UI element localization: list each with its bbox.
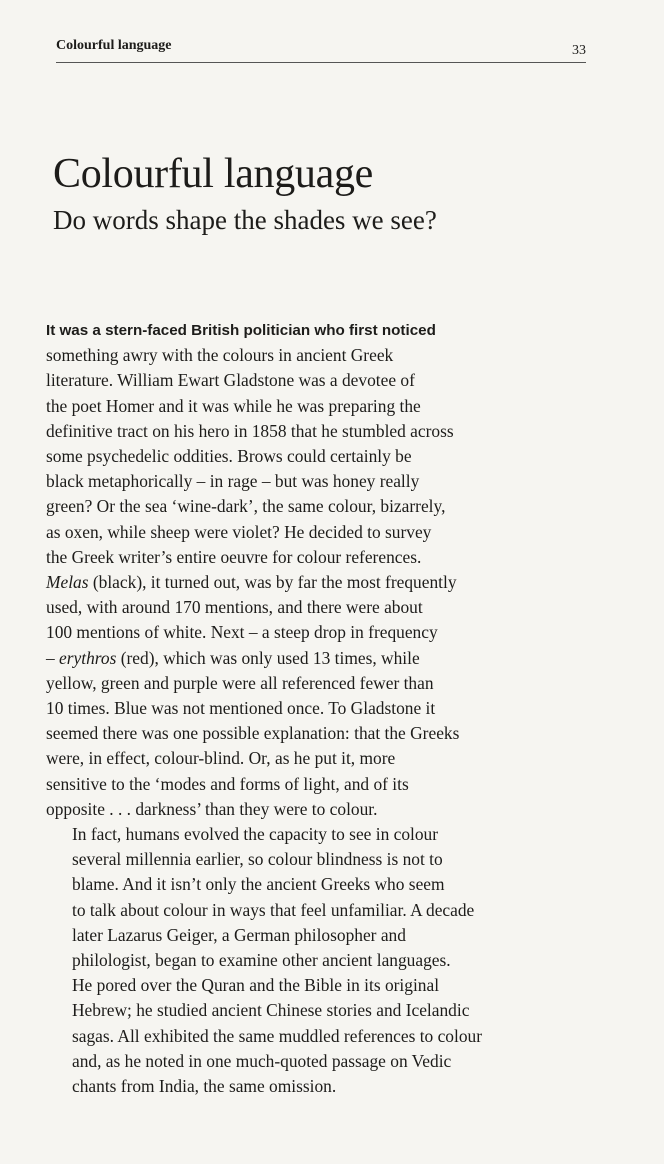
text-line: 100 mentions of white. Next – a steep drop in frequency — [46, 622, 438, 643]
text-line — [46, 570, 516, 595]
text-line: 10 times. Blue was not mentioned once. To Gladstone it — [46, 698, 436, 719]
text-line: definitive tract on his hero in 1858 that he stumbled across — [46, 420, 454, 441]
text-line: In fact, humans evolved the capacity to see in colour — [72, 824, 439, 845]
text-line: seemed there was one possible explanation: that the Greeks — [46, 723, 460, 744]
text-line: to talk about colour in ways that feel unfamiliar. A decade — [72, 899, 475, 920]
text-line: opposite . . . darkness’ than they were to colour. — [46, 798, 378, 819]
text-line: later Lazarus Geiger, a German philosopher and — [72, 924, 406, 945]
chapter-subtitle: Do words shape the shades we see? — [53, 205, 437, 235]
text-line: blame. And it isn’t only the ancient Greeks who seem — [72, 874, 445, 895]
lead-in-line: It was a stern-faced British politician who first noticed — [46, 322, 436, 339]
text-line — [46, 646, 516, 671]
text-fragment: (red), which was only used 13 times, while — [116, 647, 420, 668]
text-line: black metaphorically – in rage – but was honey really — [46, 471, 420, 492]
italic-term-melas: Melas — [46, 572, 89, 593]
text-line: and, as he noted in one much-quoted passage on Vedic — [72, 1050, 452, 1071]
text-line: the Greek writer’s entire oeuvre for colour references. — [46, 546, 422, 567]
paragraph-2 — [46, 822, 516, 1099]
running-head — [56, 38, 586, 63]
italic-term-erythros: erythros — [59, 647, 117, 668]
text-line: philologist, began to examine other ancient languages. — [72, 950, 451, 971]
text-line: yellow, green and purple were all referenced fewer than — [46, 672, 434, 693]
text-line: used, with around 170 mentions, and there were about — [46, 597, 423, 618]
text-line: some psychedelic oddities. Brows could certainly be — [46, 446, 412, 467]
text-fragment: (black), it turned out, was by far the most frequently — [88, 572, 457, 593]
text-line: literature. William Ewart Gladstone was a devotee of — [46, 370, 415, 391]
running-title: Colourful language — [56, 38, 172, 53]
text-line: the poet Homer and it was while he was preparing the — [46, 395, 421, 416]
text-line: chants from India, the same omission. — [72, 1076, 337, 1097]
text-line: as oxen, while sheep were violet? He decided to survey — [46, 521, 432, 542]
text-fragment: – — [46, 647, 60, 668]
text-line: He pored over the Quran and the Bible in its original — [72, 975, 440, 996]
text-line: were, in effect, colour-blind. Or, as he put it, more — [46, 748, 396, 769]
paragraph-1 — [46, 318, 516, 822]
text-line: Hebrew; he studied ancient Chinese stories and Icelandic — [72, 1000, 470, 1021]
text-line: something awry with the colours in ancient Greek — [46, 345, 394, 366]
text-line: sensitive to the ‘modes and forms of light, and of its — [46, 773, 409, 794]
page-number: 33 — [572, 43, 586, 58]
text-line: sagas. All exhibited the same muddled references to colour — [72, 1025, 482, 1046]
chapter-title: Colourful language — [53, 151, 374, 197]
text-line: green? Or the sea ‘wine-dark’, the same colour, bizarrely, — [46, 496, 446, 517]
body-text — [46, 318, 516, 1099]
text-line: several millennia earlier, so colour blindness is not to — [72, 849, 443, 870]
